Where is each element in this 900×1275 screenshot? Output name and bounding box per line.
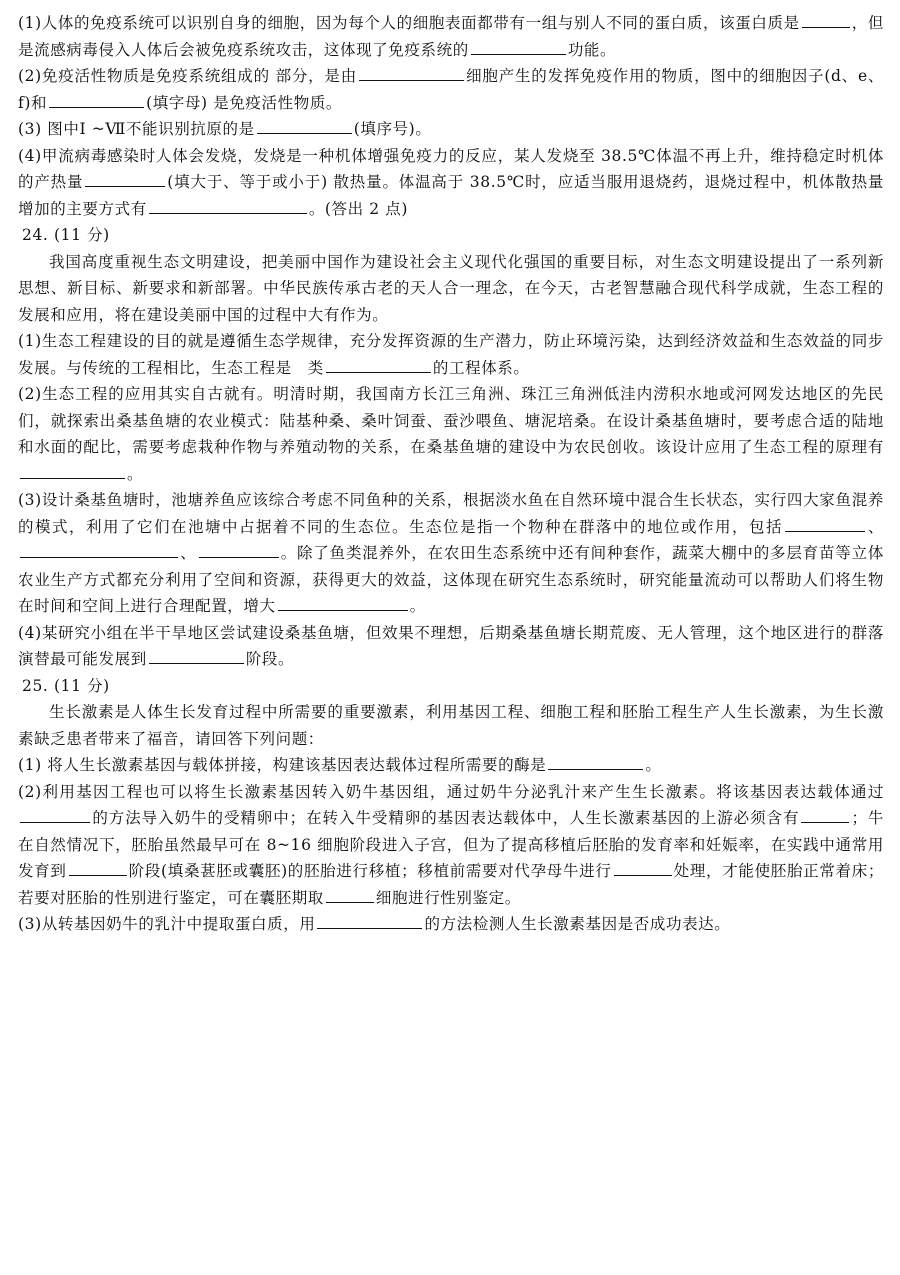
- q25-part3: [18, 911, 884, 938]
- q24-part3-text-a: (3)设计桑基鱼塘时，池塘养鱼应该综合考虑不同鱼种的关系，根据淡水鱼在自然环境中混合生长状态，实行四大家鱼混养的模式，利用了它们在池塘中占据着不同的生态位。生态位是指一个物种在群落中的地位或作用，包括: [18, 491, 884, 536]
- q23-part1-text-b: ，但是流感病毒侵入人体后会被免疫系统攻击，这体现了免疫系统的: [18, 14, 884, 59]
- q25-part1-text-a: (1) 将人生长激素基因与载体拼接，构建该基因表达载体过程所需要的酶是: [18, 756, 547, 774]
- q25-part2-text-b: 的方法导入奶牛的受精卵中；在转入牛受精卵的基因表达载体中，人生长激素基因的上游必须含有: [92, 809, 800, 827]
- q23-part3-text-b: (填序号)。: [353, 120, 432, 138]
- answer-blank[interactable]: [317, 911, 422, 929]
- q23-part2: [18, 63, 884, 116]
- q24-part4: [18, 620, 884, 673]
- q25-part2-text-f: 细胞进行性别鉴定。: [375, 888, 521, 907]
- answer-blank[interactable]: [326, 355, 431, 373]
- q24-part4-text-b: 阶段。: [245, 650, 295, 668]
- q24-part1: [18, 328, 884, 381]
- answer-blank[interactable]: [801, 805, 849, 823]
- answer-blank[interactable]: [326, 885, 374, 903]
- answer-blank[interactable]: [471, 37, 566, 55]
- q25-intro: 生长激素是人体生长发育过程中所需要的重要激素，利用基因工程、细胞工程和胚胎工程生产人生长激素，为生长激素缺乏患者带来了福音，请回答下列问题：: [18, 703, 884, 748]
- answer-blank[interactable]: [85, 169, 165, 187]
- q23-part4: [18, 143, 884, 223]
- answer-blank[interactable]: [149, 196, 307, 214]
- q24-part2-text-a: (2)生态工程的应用其实自古就有。明清时期，我国南方长江三角洲、珠江三角洲低洼内涝积水地或河网发达地区的先民们，就探索出桑基鱼塘的农业模式：陆基种桑、桑叶饲蚕、蚕沙喂鱼、塘泥培桑。在设计桑基鱼塘时，要考虑合适的陆地和水面的配比，需要考虑栽种作物与养殖动物的关系，在桑基鱼塘的建设中为农民创收。该设计应用了生态工程的原理有: [18, 385, 884, 456]
- answer-blank[interactable]: [20, 461, 125, 479]
- answer-blank[interactable]: [359, 63, 464, 81]
- answer-blank[interactable]: [278, 593, 408, 611]
- q23-part1-text-a: (1)人体的免疫系统可以识别自身的细胞，因为每个人的细胞表面都带有一组与别人不同的蛋白质，该蛋白质是: [18, 14, 800, 32]
- q24-part3: [18, 487, 884, 620]
- q24-part2: [18, 381, 884, 487]
- q25-part2-text-e: 处理，才能使胚胎正常着床；若要对胚胎的性别进行鉴定，可在囊胚期取: [18, 862, 884, 907]
- answer-blank[interactable]: [257, 116, 352, 134]
- answer-blank[interactable]: [802, 10, 850, 28]
- answer-blank[interactable]: [20, 540, 178, 558]
- q23-part4-text-c: 。(答出 2 点): [308, 199, 409, 218]
- exam-page: [18, 10, 884, 938]
- q25-part3-text-a: (3)从转基因奶牛的乳汁中提取蛋白质，用: [18, 915, 316, 933]
- answer-blank[interactable]: [49, 90, 144, 108]
- q24-part3-text-c: 。: [409, 597, 426, 615]
- q25-part1: [18, 752, 884, 779]
- q23-part1: [18, 10, 884, 63]
- q24-part3-separator-2: 、: [180, 544, 197, 562]
- q25-part2-text-a: (2)利用基因工程也可以将生长激素基因转入奶牛基因组，通过奶牛分泌乳汁来产生生长激素。将该基因表达载体通过: [18, 782, 884, 801]
- q25-part2-text-c: ；牛在自然情况下，胚胎虽然最早可在 8~16 细胞阶段进入子宫，但为了提高移植后胚胎的发育率和妊娠率，在实践中通常用发育到: [18, 809, 884, 880]
- answer-blank[interactable]: [69, 858, 127, 876]
- q23-part3: [18, 116, 884, 143]
- answer-blank[interactable]: [785, 514, 865, 532]
- q25-part2: [18, 779, 884, 912]
- answer-blank[interactable]: [149, 646, 244, 664]
- q24-heading: 24. (11 分): [22, 226, 110, 244]
- q24-part4-text-a: (4)某研究小组在半干旱地区尝试建设桑基鱼塘，但效果不理想，后期桑基鱼塘长期荒废、无人管理，这个地区进行的群落演替最可能发展到: [18, 623, 884, 668]
- q24-part3-text-b: 。除了鱼类混养外，在农田生态系统中还有间种套作，蔬菜大棚中的多层育苗等立体农业生产方式都充分利用了空间和资源，获得更大的效益，这体现在研究生态系统时，研究能量流动可以帮助人们将生物在时间和空间上进行合理配置，增大: [18, 544, 885, 615]
- answer-blank[interactable]: [548, 752, 643, 770]
- q25-part3-text-b: 的方法检测人生长激素基因是否成功表达。: [424, 915, 731, 933]
- q23-part4-text-b: (填大于、等于或小于) 散热量。体温高于 38.5℃时，应适当服用退烧药，退烧过程中，机体散热量增加的主要方式有: [18, 173, 884, 218]
- q23-part4-text-a: (4)甲流病毒感染时人体会发烧，发烧是一种机体增强免疫力的反应，某人发烧至 38.5℃体温不再上升，维持稳定时机体的产热量: [18, 146, 884, 191]
- answer-blank[interactable]: [20, 805, 90, 823]
- q25-part1-text-b: 。: [645, 756, 662, 774]
- q24-intro: 我国高度重视生态文明建设，把美丽中国作为建设社会主义现代化强国的重要目标，对生态文明建设提出了一系列新思想、新目标、新要求和新部署。中华民族传承古老的天人合一理念，在今天，古老智慧融合现代科学成就，生态工程的发展和应用，将在建设美丽中国的过程中大有作为。: [18, 252, 884, 324]
- q23-part2-text-a: (2)免疫活性物质是免疫系统组成的 部分，是由: [18, 67, 357, 85]
- q24-part1-text-b: 的工程体系。: [432, 358, 530, 377]
- q25-heading: 25. (11 分): [22, 676, 110, 695]
- q25-part2-text-d: 阶段(填桑葚胚或囊胚)的胚胎进行移植；移植前需要对代孕母牛进行: [128, 862, 612, 880]
- q23-part2-text-c: (填字母) 是免疫活性物质。: [146, 93, 343, 112]
- q23-part1-text-c: 功能。: [567, 40, 617, 59]
- q24-part3-separator-1: 、: [866, 517, 884, 536]
- q23-part3-text-a: (3) 图中Ⅰ ~Ⅶ不能识别抗原的是: [18, 120, 255, 138]
- answer-blank[interactable]: [199, 540, 279, 558]
- q24-part1-text-a: (1)生态工程建设的目的就是遵循生态学规律，充分发挥资源的生产潜力，防止环境污染，达到经济效益和生态效益的同步发展。与传统的工程相比，生态工程是 类: [18, 332, 884, 377]
- q24-part2-text-b: 。: [127, 464, 144, 483]
- answer-blank[interactable]: [614, 858, 672, 876]
- q23-part2-text-b: 细胞产生的发挥免疫作用的物质，图中的细胞因子(d、e、f)和: [18, 67, 884, 112]
